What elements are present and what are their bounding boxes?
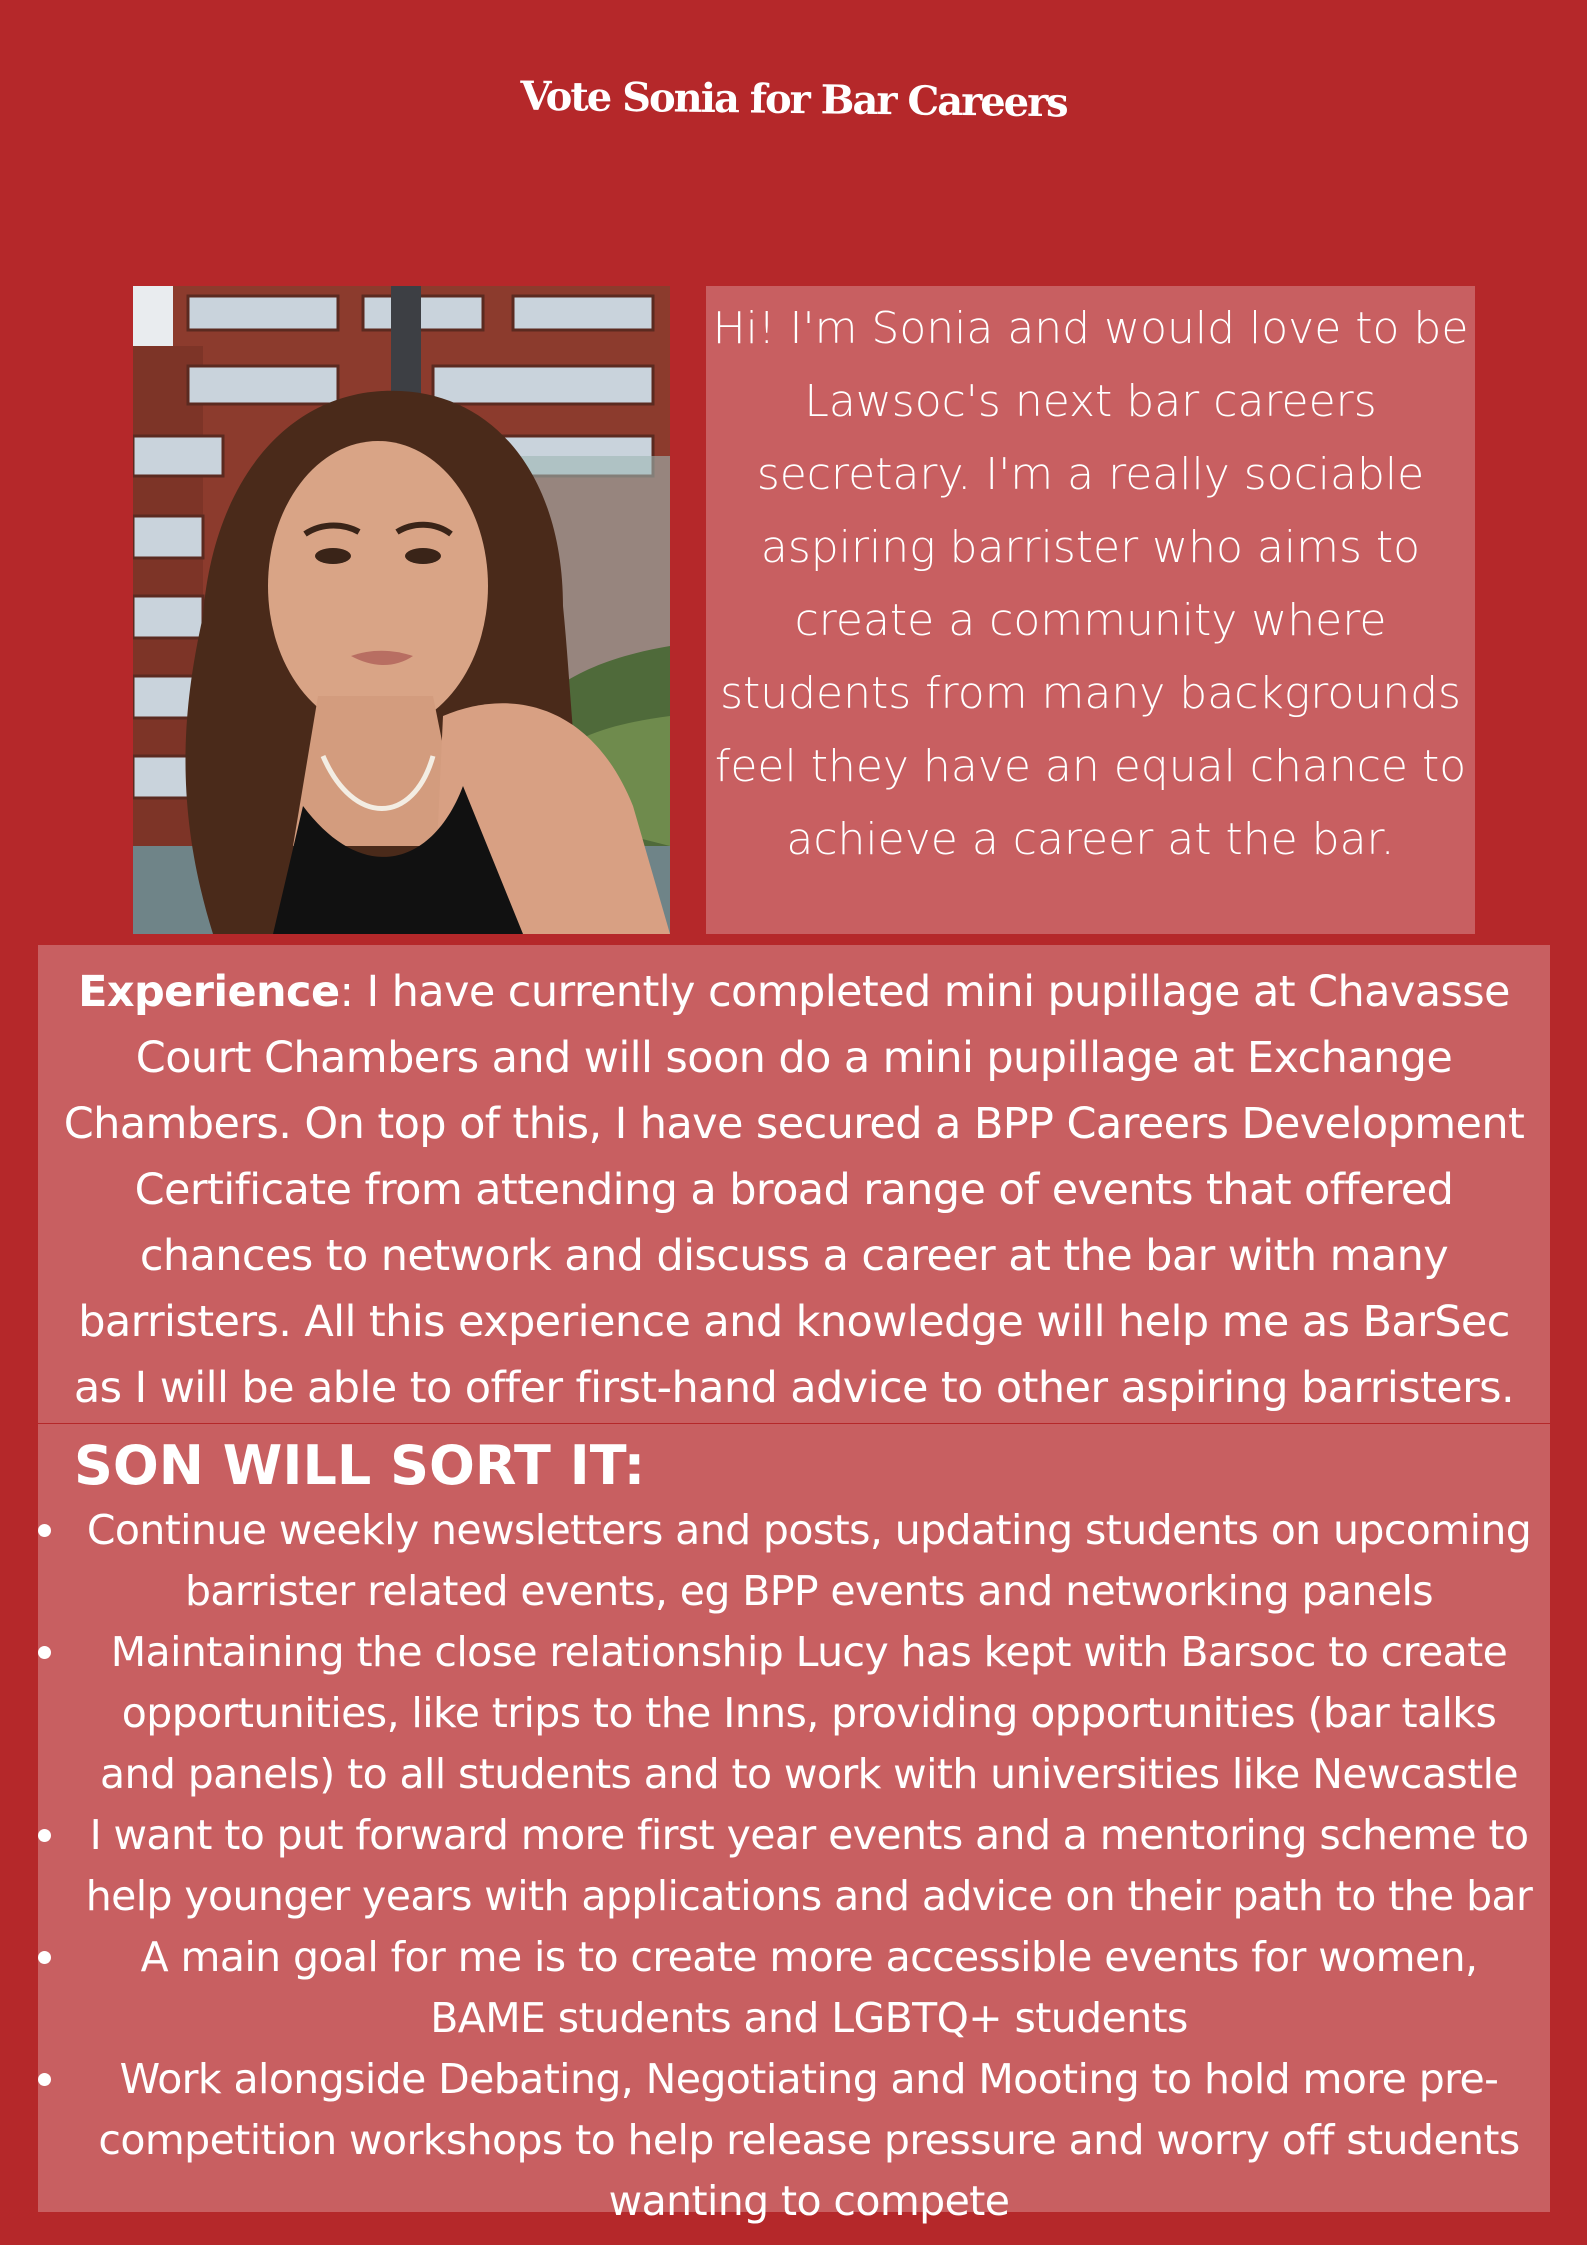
bullet-icon bbox=[38, 2073, 51, 2086]
bullet-icon bbox=[38, 1951, 51, 1964]
plans-heading: SON WILL SORT IT: bbox=[74, 1434, 646, 1497]
plan-item-text: A main goal for me is to create more accessible events for women, BAME students and LGBTQ+ students bbox=[140, 1933, 1478, 2042]
experience-text bbox=[38, 945, 1550, 1421]
plan-item-4 bbox=[38, 1927, 1550, 2049]
plan-item-2 bbox=[38, 1622, 1550, 1805]
plans-list bbox=[38, 1500, 1550, 2232]
experience-panel bbox=[38, 945, 1550, 1423]
intro-panel bbox=[706, 286, 1475, 934]
plan-item-text: I want to put forward more first year events and a mentoring scheme to help younger years with applications and advice on their path to the bar bbox=[85, 1811, 1533, 1920]
plans-panel bbox=[38, 1424, 1550, 2225]
plan-item-text: Work alongside Debating, Negotiating and Mooting to hold more pre-competition workshops to help release pressure and worry off students wanting to compete bbox=[98, 2055, 1520, 2225]
candidate-photo bbox=[133, 286, 670, 934]
plan-item-text: Maintaining the close relationship Lucy has kept with Barsoc to create opportunities, like trips to the Inns, providing opportunities (bar talks and panels) to all students and to work with universities like Newcastle bbox=[99, 1628, 1518, 1798]
plan-item-text: Continue weekly newsletters and posts, updating students on upcoming barrister related events, eg BPP events and networking panels bbox=[86, 1506, 1532, 1615]
bullet-icon bbox=[38, 1524, 51, 1537]
poster-title: Vote Sonia for Bar Careers bbox=[519, 72, 1068, 127]
plan-item-1 bbox=[38, 1500, 1550, 1622]
intro-text: Hi! I'm Sonia and would love to be Lawsoc's next bar careers secretary. I'm a really sociable aspiring barrister who aims to create a community where students from many backgrounds feel they have an equal chance to achieve a career at the bar. bbox=[712, 303, 1469, 865]
plan-item-5 bbox=[38, 2049, 1550, 2232]
bullet-icon bbox=[38, 1829, 51, 1842]
experience-body: : I have currently completed mini pupillage at Chavasse Court Chambers and will soon do a mini pupillage at Exchange Chambers. On top of this, I have secured a BPP Careers Development Certificate from attending a broad range of events that offered chances to network and discuss a career at the bar with many barristers. All this experience and knowledge will help me as BarSec as I will be able to offer first-hand advice to other aspiring barristers. bbox=[63, 967, 1525, 1413]
experience-label: Experience bbox=[78, 967, 340, 1017]
plan-item-3 bbox=[38, 1805, 1550, 1927]
bullet-icon bbox=[38, 1646, 51, 1659]
